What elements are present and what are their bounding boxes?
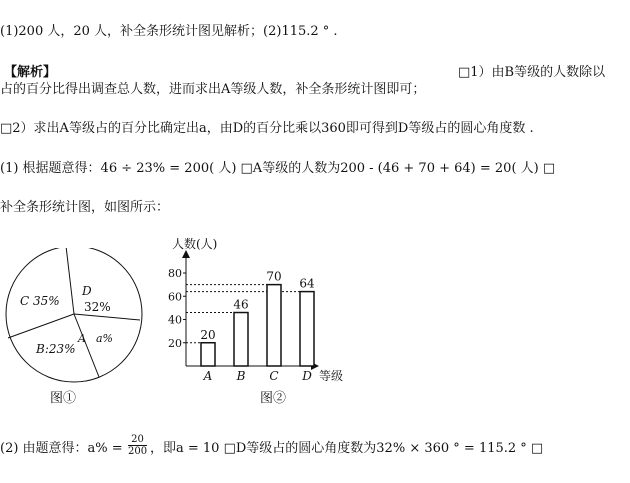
analysis-part1-calc: (1) 根据题意得：46 ÷ 23% = 200( 人) □A等级的人数为200 - (46 + 70 + 64) = 20( 人) □ (0, 161, 556, 176)
analysis-heading: 【解析】 (4, 65, 57, 80)
pie-divider-c-d (66, 248, 74, 314)
fraction-numerator: 20 (128, 434, 147, 446)
bar-value-label-A: 20 (200, 327, 216, 342)
y-tick-label: 20 (168, 336, 182, 350)
bar-value-label-B: 46 (233, 297, 249, 312)
bar-value-label-D: 64 (299, 276, 315, 291)
pie-divider-a-b (74, 314, 99, 377)
x-axis-label: 等级 (319, 369, 344, 383)
y-tick-label: 40 (168, 313, 182, 327)
analysis-part2-suffix: ，即a = 10 □D等级占的圆心角度数为32% × 360 ° = 115.2 ° □ (150, 441, 544, 456)
pie-divider-d-a (74, 314, 140, 320)
figure1-caption: 图① (50, 391, 77, 406)
pie-label-d: D (82, 284, 92, 298)
complete-chart-text: 补全条形统计图，如图所示： (0, 200, 170, 215)
category-label-C: C (269, 369, 279, 383)
figure2-caption: 图② (260, 391, 287, 406)
analysis-part2-desc: □2）求出A等级占的百分比确定出a，由D的百分比乘以360即可得到D等级占的圆心角度数 . (0, 121, 534, 136)
bar-A (201, 343, 215, 366)
fraction (128, 434, 147, 457)
category-label-D: D (302, 369, 312, 383)
pie-label-a-pct: a% (96, 332, 114, 345)
bar-C (267, 285, 281, 366)
pie-label-d-pct: 32% (84, 300, 111, 314)
bar-B (234, 313, 248, 366)
analysis-intro-line2: 占的百分比得出调查总人数，进而求出A等级人数，补全条形统计图即可； (0, 82, 426, 97)
answer-line: (1)200 人，20 人，补全条形统计图见解析；(2)115.2 ° . (0, 24, 338, 39)
pie-divider-b-c (8, 314, 74, 338)
pie-label-c: C 35% (20, 294, 60, 308)
bar-D (300, 292, 314, 366)
analysis-part2-prefix: (2) 由题意得：a% = (0, 441, 123, 456)
bar-value-label-C: 70 (266, 269, 282, 284)
y-tick-label: 80 (168, 267, 182, 280)
y-tick-label: 60 (168, 290, 182, 304)
fraction-denominator: 200 (128, 446, 148, 457)
figure1-pie (0, 248, 150, 383)
category-label-A: A (203, 369, 213, 383)
figure2-bar-chart (165, 230, 365, 390)
pie-label-b: B:23% (36, 342, 76, 356)
analysis-intro-tail: □1）由B等级的人数除以 (458, 65, 606, 80)
y-axis-label: 人数(人) (172, 237, 218, 251)
category-label-B: B (236, 369, 246, 383)
pie-label-a: A (78, 332, 86, 345)
